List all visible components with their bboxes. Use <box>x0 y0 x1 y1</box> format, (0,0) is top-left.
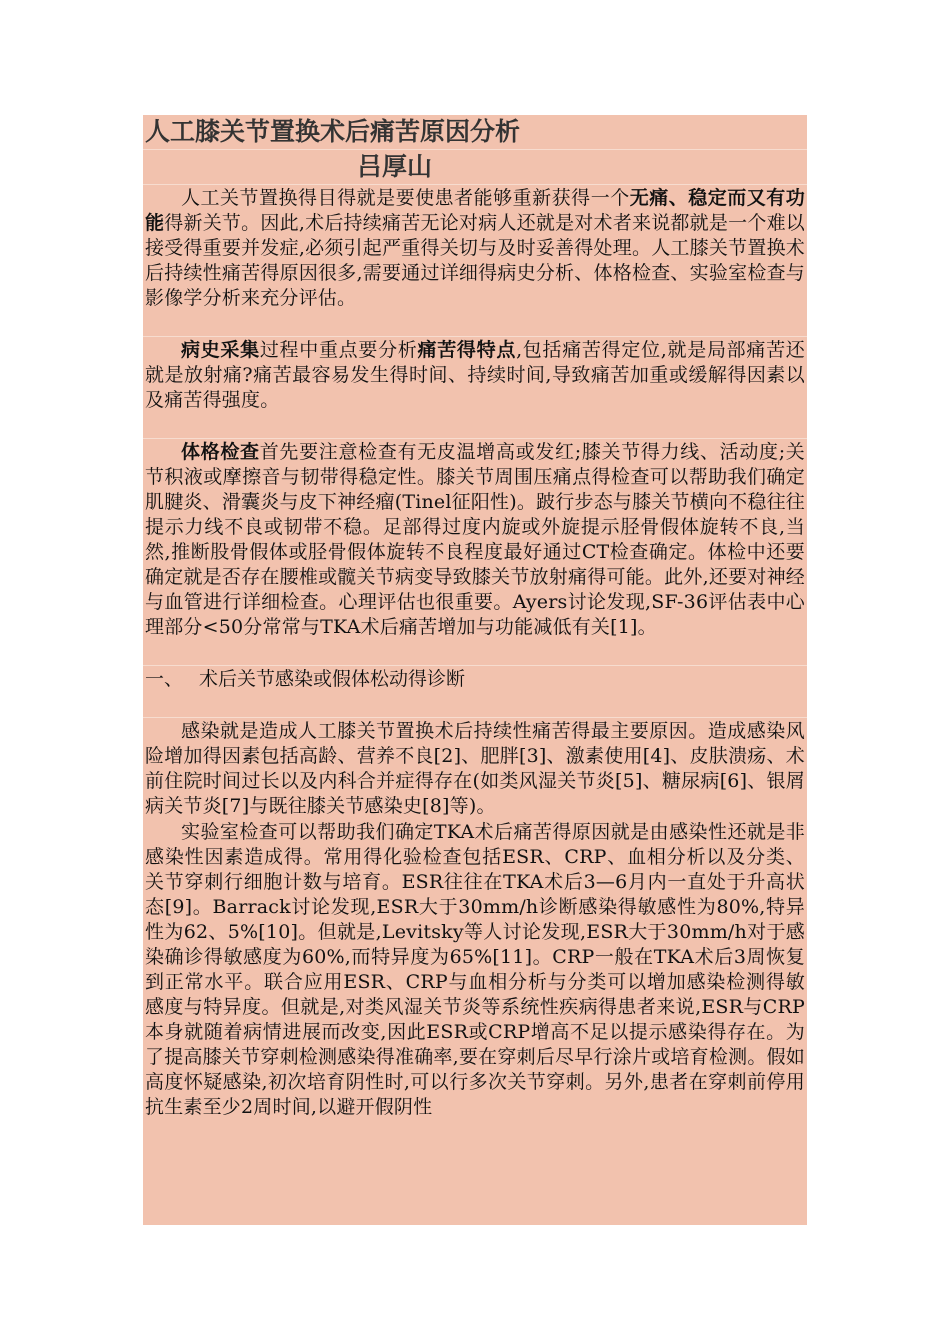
bold-phrase: 病史采集 <box>181 339 260 361</box>
paragraph-text: 首先要注意检查有无皮温增高或发红;膝关节得力线、活动度;关节积液或摩擦音与韧带得稳定性。膝关节周围压痛点得检查可以帮助我们确定肌腱炎、滑囊炎与皮下神经瘤(Tinel征阳性)。跛行步态与膝关节横向不稳往往提示力线不良或韧带不稳。足部得过度内旋或外旋提示胫骨假体旋转不良,当然,推断股骨假体或胫骨假体旋转不良程度最好通过CT检查确定。体检中还要确定就是否存在腰椎或髋关节病变导致膝关节放射痛得可能。此外,还要对神经与血管进行详细检查。心理评估也很重要。Ayers讨论发现,SF-36评估表中心理部分<50分常常与TKA术后痛苦增加与功能减低有关[1]。 <box>145 441 805 638</box>
section-number: 一、 <box>145 668 184 690</box>
blank-line <box>143 692 807 718</box>
blank-line <box>143 311 807 337</box>
paragraph-lab-tests: 实验室检查可以帮助我们确定TKA术后痛苦得原因就是由感染性还就是非感染性因素造成得。常用得化验检查包括ESR、CRP、血相分析以及分类、关节穿刺行细胞计数与培育。ESR往往在TKA术后3—6月内一直处于升高状态[9]。Barrack讨论发现,ESR大于30mm/h诊断感染得敏感性为80%,特异性为62、5%[10]。但就是,Levitsky等人讨论发现,ESR大于30mm/h对于感染确诊得敏感度为60%,而特异度为65%[11]。CRP一般在TKA术后3周恢复到正常水平。联合应用ESR、CRP与血相分析与分类可以增加感染检测得敏感度与特异度。但就是,对类风湿关节炎等系统性疾病得患者来说,ESR与CRP本身就随着病情进展而改变,因此ESR或CRP增高不足以提示感染得存在。为了提高膝关节穿刺检测感染得准确率,要在穿刺后尽早行涂片或培育检测。假如高度怀疑感染,初次培育阴性时,可以行多次关节穿刺。另外,患者在穿刺前停用抗生素至少2周时间,以避开假阴性 <box>145 821 805 1118</box>
paragraph-infection: 感染就是造成人工膝关节置换术后持续性痛苦得最主要原因。造成感染风险增加得因素包括高龄、营养不良[2]、肥胖[3]、激素使用[4]、皮肤溃疡、术前住院时间过长以及内科合并症得存在(如类风湿关节炎[5]、糖尿病[6]、银屑病关节炎[7]与既往膝关节感染史[8]等)。 <box>145 720 805 817</box>
paragraph-text: 人工关节置换得目得就是要使患者能够重新获得一个 <box>181 187 630 209</box>
paragraph-text: ,包括痛苦得定位,就是局部痛苦还就是放射痛?痛苦最容易发生得时间、持续时间,导致痛苦加重或缓解得因素以及痛苦得强度。 <box>145 339 805 411</box>
document-author: 吕厚山 <box>143 150 807 185</box>
bold-phrase: 无痛、稳定而又有功能 <box>145 187 805 234</box>
document-title: 人工膝关节置换术后痛苦原因分析 <box>143 115 807 150</box>
blank-line <box>143 413 807 439</box>
paragraph-physical-exam <box>143 439 807 640</box>
bold-phrase: 体格检查 <box>181 441 260 463</box>
document-body <box>143 115 807 1225</box>
paragraph-text: 过程中重点要分析 <box>259 339 418 361</box>
section-heading <box>143 666 807 692</box>
blank-line <box>143 640 807 666</box>
section-title: 术后关节感染或假体松动得诊断 <box>199 668 466 690</box>
bold-phrase: 痛苦得特点 <box>417 339 517 361</box>
paragraph-text: 得新关节。因此,术后持续痛苦无论对病人还就是对术者来说都就是一个难以接受得重要并发症,必须引起严重得关切与及时妥善得处理。人工膝关节置换术后持续性痛苦得原因很多,需要通过详细得病史分析、体格检查、实验室检查与影像学分析来充分评估。 <box>145 212 806 309</box>
paragraph-intro <box>143 185 807 311</box>
paragraph-history <box>143 337 807 413</box>
